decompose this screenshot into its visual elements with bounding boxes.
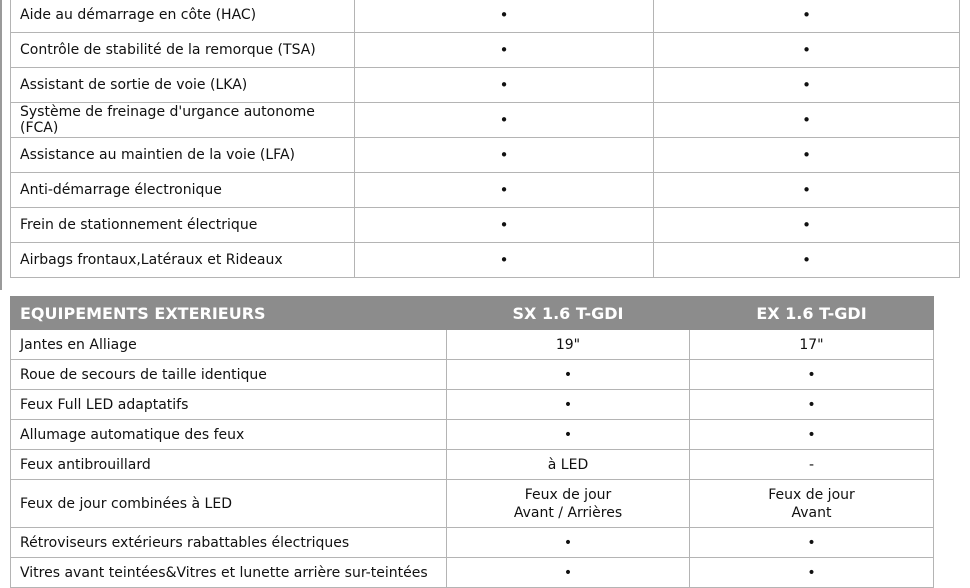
table-row	[11, 390, 934, 420]
row-label: Allumage automatique des feux	[11, 420, 447, 450]
table-header-row	[11, 297, 934, 330]
bullet-value: •	[690, 420, 934, 450]
safety-equipment-table	[10, 0, 960, 278]
cell-value: -	[690, 450, 934, 480]
column-header-sx: SX 1.6 T-GDI	[447, 297, 690, 330]
bullet-value: •	[654, 243, 960, 278]
bullet-value: •	[355, 103, 654, 138]
cell-line: Feux de jour	[768, 486, 855, 503]
row-label: Contrôle de stabilité de la remorque (TSA)	[11, 33, 355, 68]
bullet-value: •	[447, 528, 690, 558]
bullet-value: •	[690, 558, 934, 588]
row-label: Feux de jour combinées à LED	[11, 480, 447, 528]
exterior-equipment-table	[10, 296, 934, 588]
row-label: Airbags frontaux,Latéraux et Rideaux	[11, 243, 355, 278]
table-row	[11, 450, 934, 480]
row-label: Assistant de sortie de voie (LKA)	[11, 68, 355, 103]
bullet-value: •	[690, 360, 934, 390]
cell-line: Avant	[791, 504, 832, 521]
row-label: Assistance au maintien de la voie (LFA)	[11, 138, 355, 173]
table-row	[11, 480, 934, 528]
row-label: Roue de secours de taille identique	[11, 360, 447, 390]
row-label: Vitres avant teintées&Vitres et lunette arrière sur-teintées	[11, 558, 447, 588]
bullet-value: •	[654, 0, 960, 33]
bullet-value: •	[447, 420, 690, 450]
table-row	[11, 558, 934, 588]
bullet-value: •	[690, 528, 934, 558]
bullet-value: •	[355, 243, 654, 278]
table-row	[11, 243, 960, 278]
page-left-border	[0, 0, 2, 290]
row-label: Jantes en Alliage	[11, 330, 447, 360]
bullet-value: •	[355, 68, 654, 103]
row-label: Feux antibrouillard	[11, 450, 447, 480]
bullet-value: •	[447, 558, 690, 588]
cell-line: Feux de jour	[524, 486, 612, 503]
cell-value	[690, 480, 934, 528]
bullet-value: •	[654, 33, 960, 68]
table-row	[11, 173, 960, 208]
row-label: Rétroviseurs extérieurs rabattables électriques	[11, 528, 447, 558]
table-row	[11, 420, 934, 450]
bullet-value: •	[355, 138, 654, 173]
bullet-value: •	[654, 173, 960, 208]
bullet-value: •	[654, 103, 960, 138]
cell-value: 19"	[447, 330, 690, 360]
cell-value: à LED	[447, 450, 690, 480]
row-label: Système de freinage d'urgance autonome (FCA)	[11, 103, 355, 138]
bullet-value: •	[447, 390, 690, 420]
bullet-value: •	[355, 0, 654, 33]
table-row	[11, 103, 960, 138]
bullet-value: •	[355, 208, 654, 243]
table-row	[11, 68, 960, 103]
table-row	[11, 528, 934, 558]
bullet-value: •	[355, 173, 654, 208]
bullet-value: •	[690, 390, 934, 420]
column-header-ex: EX 1.6 T-GDI	[690, 297, 934, 330]
bullet-value: •	[654, 208, 960, 243]
row-label: Feux Full LED adaptatifs	[11, 390, 447, 420]
bullet-value: •	[654, 138, 960, 173]
cell-line: Avant / Arrières	[513, 504, 623, 521]
bullet-value: •	[447, 360, 690, 390]
table-row	[11, 208, 960, 243]
cell-value	[447, 480, 690, 528]
row-label: Frein de stationnement électrique	[11, 208, 355, 243]
table-row	[11, 138, 960, 173]
row-label: Aide au démarrage en côte (HAC)	[11, 0, 355, 33]
bullet-value: •	[355, 33, 654, 68]
table-row	[11, 360, 934, 390]
bullet-value: •	[654, 68, 960, 103]
table-row	[11, 33, 960, 68]
section-title: EQUIPEMENTS EXTERIEURS	[11, 297, 447, 330]
row-label: Anti-démarrage électronique	[11, 173, 355, 208]
cell-value: 17"	[690, 330, 934, 360]
table-row	[11, 330, 934, 360]
table-row	[11, 0, 960, 33]
